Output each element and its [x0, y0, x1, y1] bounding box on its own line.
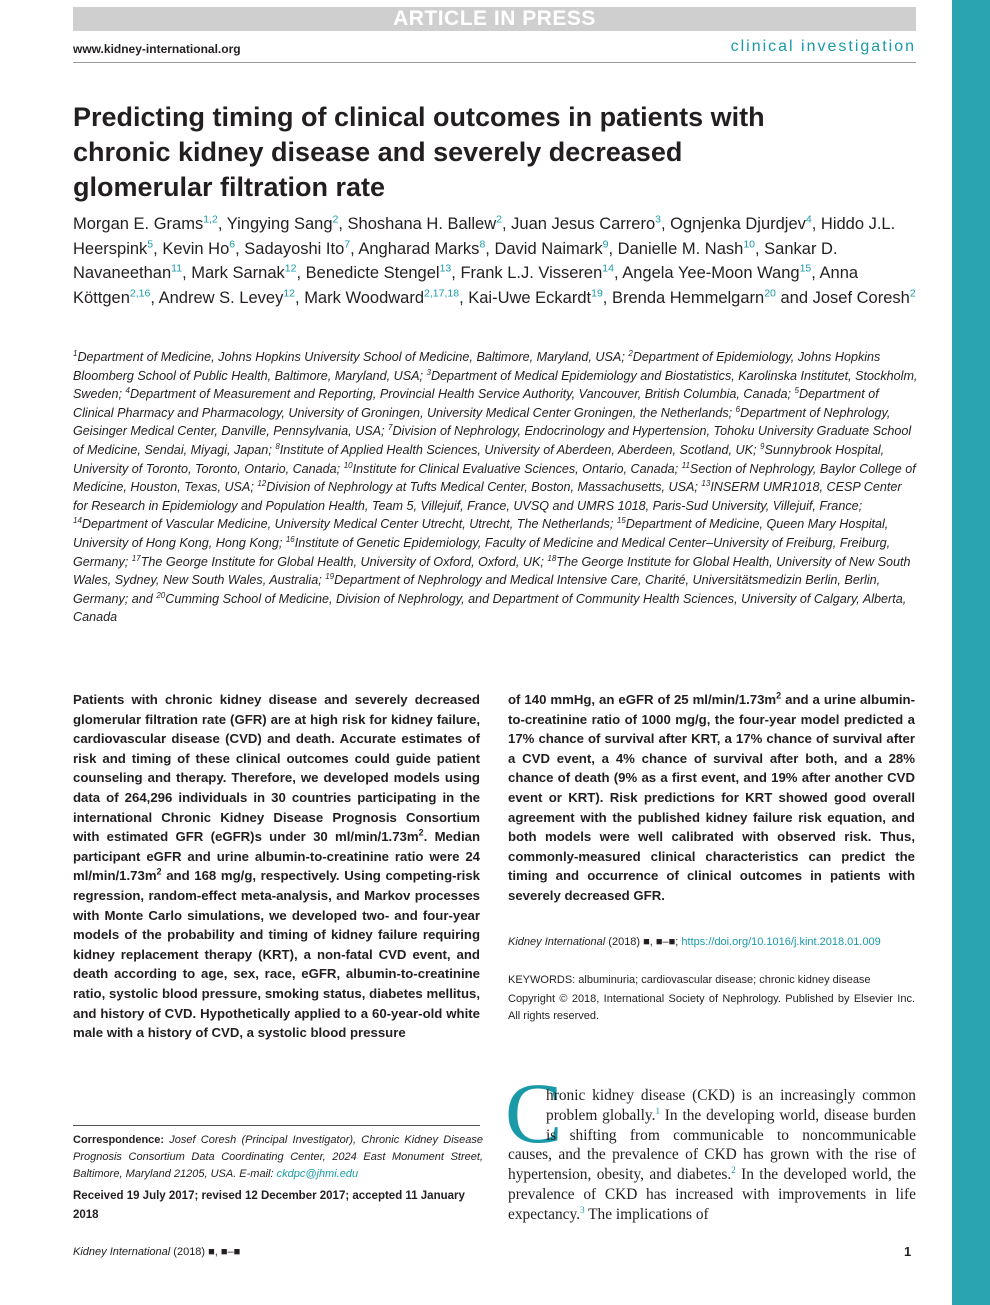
header-divider	[73, 62, 916, 63]
affiliation-number: 16	[285, 534, 295, 544]
reference-link[interactable]: 1	[655, 1105, 660, 1116]
author-name: Shoshana H. Ballew	[347, 215, 497, 233]
side-color-stripe	[952, 0, 990, 1305]
affiliation-number: 13	[701, 478, 711, 488]
abstract-text: . Median participant eGFR and urine albumin-to-creatinine ratio were 24 ml/min/1.73m	[73, 829, 480, 884]
citation-journal: Kidney International	[508, 936, 606, 948]
author-affiliation-ref[interactable]: 19	[591, 287, 603, 299]
author-name: Kai-Uwe Eckardt	[468, 288, 592, 307]
author-name: Juan Jesus Carrero	[511, 215, 656, 233]
body-sentence: In the developing world, disease burden is shifting from communicable to noncommunicable causes, and the prevalence of CKD has grown with the rise of hypertension, obesity, and diabetes.	[508, 1106, 916, 1184]
author-affiliation-ref[interactable]: 15	[799, 262, 812, 275]
affiliation-text: Institute for Clinical Evaluative Sciences, Ontario, Canada;	[352, 461, 679, 476]
affiliation-text: Cumming School of Medicine, Division of Nephrology, and Department of Community Health Sciences, University of Calgary, Alberta, Canada	[73, 591, 907, 625]
abstract-text: and a urine albumin-to-creatinine ratio of 1000 mg/g, the four-year model predicted a 17% chance of survival after KRT, a 17% chance of survival after a CVD event, a 4% chance of survival after both, and a 28% chance of death (9% as a first event, and 19% after another CVD event or KRT). Risk predictions for KRT showed good overall agreement with the published kidney failure risk equation, and both models were well calibrated with observed risk. Thus, commonly-measured clinical characteristics can predict the timing and occurrence of clinical outcomes in patients with severely decreased GFR.	[508, 692, 916, 903]
footer-journal-name: Kidney International	[73, 1246, 171, 1258]
affiliation-text: Department of Measurement and Reporting, Provincial Health Service Authority, Vancouver, British Columbia, Canada;	[129, 387, 791, 402]
affiliation-text: Department of Nephrology and Medical Intensive Care, Charité, Universitätsmedizin Berlin, Berlin, Germany; and	[73, 573, 881, 606]
author-affiliation-ref[interactable]: 2	[909, 287, 916, 299]
reference-link[interactable]: 2	[731, 1165, 736, 1176]
author-name: Hiddo J.L. Heerspink	[73, 215, 896, 258]
affiliation-number: 11	[681, 460, 690, 470]
body-text	[508, 1086, 916, 1225]
affiliation-text: INSERM UMR1018, CESP Center for Research in Epidemiology and Population Health, Team 5, Villejuif, France, UVSQ and UMRS 1018, Paris-Sud University, Villejuif, France;	[73, 480, 902, 513]
doi-link[interactable]: https://doi.org/10.1016/j.kint.2018.01.009	[681, 936, 881, 948]
author-name: Brenda Hemmelgarn	[611, 288, 765, 307]
affiliation-text: Section of Nephrology, Baylor College of Medicine, Houston, Texas, USA;	[73, 461, 916, 495]
author-affiliation-ref[interactable]: 2	[332, 213, 339, 226]
journal-url[interactable]: www.kidney-international.org	[73, 42, 241, 56]
superscript: 2	[776, 690, 782, 701]
affiliation-number: 8	[275, 441, 280, 451]
author-affiliation-ref[interactable]: 14	[602, 262, 614, 275]
affiliation-text: The George Institute for Global Health, University of Oxford, Oxford, UK;	[140, 554, 544, 569]
affiliation-text: Department of Vascular Medicine, University Medical Center Utrecht, Utrecht, The Netherlands;	[81, 517, 614, 532]
author-affiliation-ref[interactable]: 2,17,18	[424, 287, 460, 299]
author-name: Kevin Ho	[162, 239, 230, 258]
drop-cap: C	[505, 1065, 563, 1161]
body-sentence: The implications of	[584, 1205, 709, 1223]
affiliation-text: Institute of Genetic Epidemiology, Faculty of Medicine and Medical Center–University of Freiburg, Freiburg, Germany;	[73, 535, 891, 569]
affiliation-list	[73, 348, 918, 627]
author-name: Frank L.J. Visseren	[460, 264, 603, 282]
affiliation-text: Sunnybrook Hospital, University of Toronto, Toronto, Ontario, Canada;	[73, 442, 885, 476]
affiliation-text: Division of Nephrology, Endocrinology and Hypertension, Tohoku University Graduate School of Medicine, Sendai, Miyagi, Japan;	[73, 424, 912, 457]
affiliation-text: Department of Epidemiology, Johns Hopkins Bloomberg School of Public Health, Baltimore, Maryland, USA;	[73, 350, 881, 383]
author-name: Angela Yee-Moon Wang	[622, 264, 800, 282]
affiliation-text: Division of Nephrology at Tufts Medical Center, Boston, Massachusetts, USA;	[266, 480, 698, 495]
author-name: Morgan E. Grams	[73, 215, 204, 233]
affiliation-text: Department of Nephrology, Geisinger Medical Center, Danville, Pennsylvania, USA;	[73, 405, 891, 439]
affiliation-number: 3	[426, 367, 431, 377]
author-name: Mark Woodward	[304, 288, 425, 307]
citation-volume: (2018) ■, ■–■;	[605, 936, 682, 948]
author-name: Anna Köttgen	[73, 264, 859, 307]
author-affiliation-ref[interactable]: 3	[655, 213, 661, 226]
author-affiliation-ref[interactable]: 4	[805, 213, 812, 226]
author-affiliation-ref[interactable]: 7	[344, 238, 351, 250]
copyright-notice: Copyright © 2018, International Society of Nephrology. Published by Elsevier Inc. All rights reserved.	[508, 993, 915, 1022]
author-affiliation-ref[interactable]: 11	[171, 262, 183, 275]
affiliation-number: 14	[73, 516, 82, 526]
author-name: Sankar D. Navaneethan	[73, 239, 838, 282]
author-name: Mark Sarnak	[191, 264, 285, 282]
correspondence-text: Josef Coresh (Principal Investigator), Chronic Kidney Disease Prognosis Consortium Data Coordinating Center, 2024 East Monument Street, Baltimore, Maryland 21205, USA. E-mail:	[73, 1134, 483, 1180]
affiliation-number: 17	[131, 553, 141, 563]
keywords: KEYWORDS: albuminuria; cardiovascular disease; chronic kidney disease	[508, 974, 871, 986]
body-sentence: hronic kidney disease (CKD) is an increasingly common problem globally.	[546, 1087, 916, 1124]
author-affiliation-ref[interactable]: 2	[496, 213, 502, 226]
affiliation-text: The George Institute for Global Health, University of New South Wales, Sydney, New South Wales, Australia;	[73, 554, 911, 588]
correspondence-email[interactable]: ckdpc@jhmi.edu	[276, 1168, 359, 1180]
author-affiliation-ref[interactable]: 8	[479, 238, 486, 250]
author-affiliation-ref[interactable]: 10	[743, 238, 755, 250]
abstract-text: of 140 mmHg, an eGFR of 25 ml/min/1.73m	[508, 692, 777, 707]
affiliation-text: Department of Clinical Pharmacy and Pharmacology, University of Groningen, University Medical Center Groningen, the Netherlands;	[73, 387, 879, 420]
affiliation-text: Institute of Applied Health Sciences, University of Aberdeen, Aberdeen, Scotland, UK;	[279, 442, 757, 457]
abstract-column-1	[73, 690, 480, 1043]
page-number: 1	[904, 1244, 912, 1259]
affiliation-number: 5	[794, 386, 799, 395]
abstract-column-2	[508, 690, 915, 906]
affiliation-number: 19	[325, 571, 335, 581]
superscript: 2	[156, 866, 162, 877]
correspondence-label: Correspondence:	[73, 1134, 165, 1146]
affiliation-number: 10	[343, 460, 353, 470]
author-name: Andrew S. Levey	[158, 288, 284, 307]
abstract-text: Patients with chronic kidney disease and severely decreased glomerular filtration rate (GFR) are at high risk for kidney failure, cardiovascular disease (CVD) and death. Accurate estimates of risk and timing of these clinical outcomes could guide patient counseling and therapy. Therefore, we developed models using data of 264,296 individuals in 30 countries participating in the international Chronic Kidney Disease Prognosis Consortium with estimated GFR (eGFR)s under 30 ml/min/1.73m	[73, 692, 480, 845]
affiliation-number: 7	[388, 423, 393, 433]
received-dates: Received 19 July 2017; revised 12 December 2017; accepted 11 January 2018	[73, 1190, 465, 1221]
correspondence	[73, 1132, 483, 1183]
affiliation-text: Department of Medicine, Queen Mary Hospital, University of Hong Kong, Hong Kong;	[73, 517, 889, 550]
author-name: Benedicte Stengel	[305, 264, 440, 282]
affiliation-number: 20	[156, 590, 166, 600]
author-name: Angharad Marks	[358, 239, 480, 258]
article-title: Predicting timing of clinical outcomes in patients with chronic kidney disease and severely decreased glomerular filtration rate	[73, 102, 765, 202]
author-name: Ognjenka Djurdjev	[670, 215, 806, 233]
author-affiliation-ref[interactable]: 5	[147, 238, 154, 250]
article-in-press-banner: ARTICLE IN PRESS	[73, 7, 916, 31]
affiliation-number: 2	[628, 348, 633, 358]
author-name: David Naimark	[494, 239, 603, 258]
footer-volume: (2018) ■, ■–■	[170, 1246, 241, 1258]
author-name: Josef Coresh	[812, 288, 910, 307]
author-affiliation-ref[interactable]: 6	[229, 238, 236, 250]
affiliation-text: Department of Medical Epidemiology and Biostatistics, Karolinska Institutet, Stockholm, Sweden;	[73, 368, 918, 402]
author-affiliation-ref[interactable]: 20	[764, 287, 776, 299]
body-sentence: In the developed world, the prevalence of CKD has increased with improvements in life expectancy.	[508, 1166, 916, 1223]
affiliation-number: 15	[616, 516, 626, 526]
affiliation-number: 6	[735, 404, 741, 414]
affiliation-number: 12	[257, 478, 267, 488]
abstract-text: and 168 mg/g, respectively. Using competing-risk regression, random-effect meta-analysis, and Markov processes with Monte Carlo simulations, we developed two- and four-year models of the probability and timing of kidney failure requiring kidney replacement therapy (KRT), a non-fatal CVD event, and death according to age, sex, race, eGFR, albumin-to-creatinine ratio, systolic blood pressure, smoking status, diabetes mellitus, and history of CVD. Hypothetically applied to a 60-year-old white male with a history of CVD, a systolic blood pressure	[73, 868, 480, 1041]
author-name: Danielle M. Nash	[617, 239, 744, 258]
correspondence-divider	[73, 1125, 480, 1126]
author-affiliation-ref[interactable]: 13	[439, 262, 452, 275]
affiliation-number: 9	[760, 441, 765, 451]
section-label: clinical investigation	[730, 38, 916, 55]
author-affiliation-ref[interactable]: 12	[283, 287, 296, 299]
author-affiliation-ref[interactable]: 2,16	[129, 287, 151, 299]
author-name: Yingying Sang	[226, 215, 333, 233]
author-list: Morgan E. Grams$^{1,2}$, Yingying Sang$^2$, Shoshana H. Ballew$^2$, Juan Jesus Carrero$^3$, Ognjenka Djurdjev$^4$, Hiddo J.L. Heerspink$^5$, Kevin Ho$^6$, Sadayoshi Ito$^7$, Angharad Marks$^8$, David Naimark$^9$, Danielle M. Nash$^{10}$, Sankar D. Navaneethan$^{11}$, Mark Sarnak$^{12}$, Benedicte Stengel$^{13}$, Frank L.J. Visseren$^{14}$, Angela Yee-Moon Wang$^{15}$, Anna Köttgen$^{2,16}$, Andrew S. Levey$^{12}$, Mark Woodward$^{2,17,18}$, Kai-Uwe Eckardt$^{19}$, Brenda Hemmelgarn$^{20}$ and Josef Coresh$^2$	[73, 213, 916, 307]
affiliation-number: 1	[73, 348, 78, 358]
reference-link[interactable]: 3	[580, 1204, 585, 1215]
superscript: 2	[418, 827, 424, 838]
author-affiliation-ref[interactable]: 12	[284, 262, 297, 275]
citation-line	[508, 934, 915, 950]
author-affiliation-ref[interactable]: 9	[602, 238, 609, 250]
author-affiliation-ref[interactable]: 1,2	[203, 213, 218, 226]
affiliation-number: 4	[125, 386, 130, 395]
author-name: Sadayoshi Ito	[244, 239, 345, 258]
affiliation-number: 18	[547, 553, 557, 563]
affiliation-text: Department of Medicine, Johns Hopkins University School of Medicine, Baltimore, Maryland, USA;	[77, 350, 625, 364]
footer-citation	[73, 1246, 240, 1258]
